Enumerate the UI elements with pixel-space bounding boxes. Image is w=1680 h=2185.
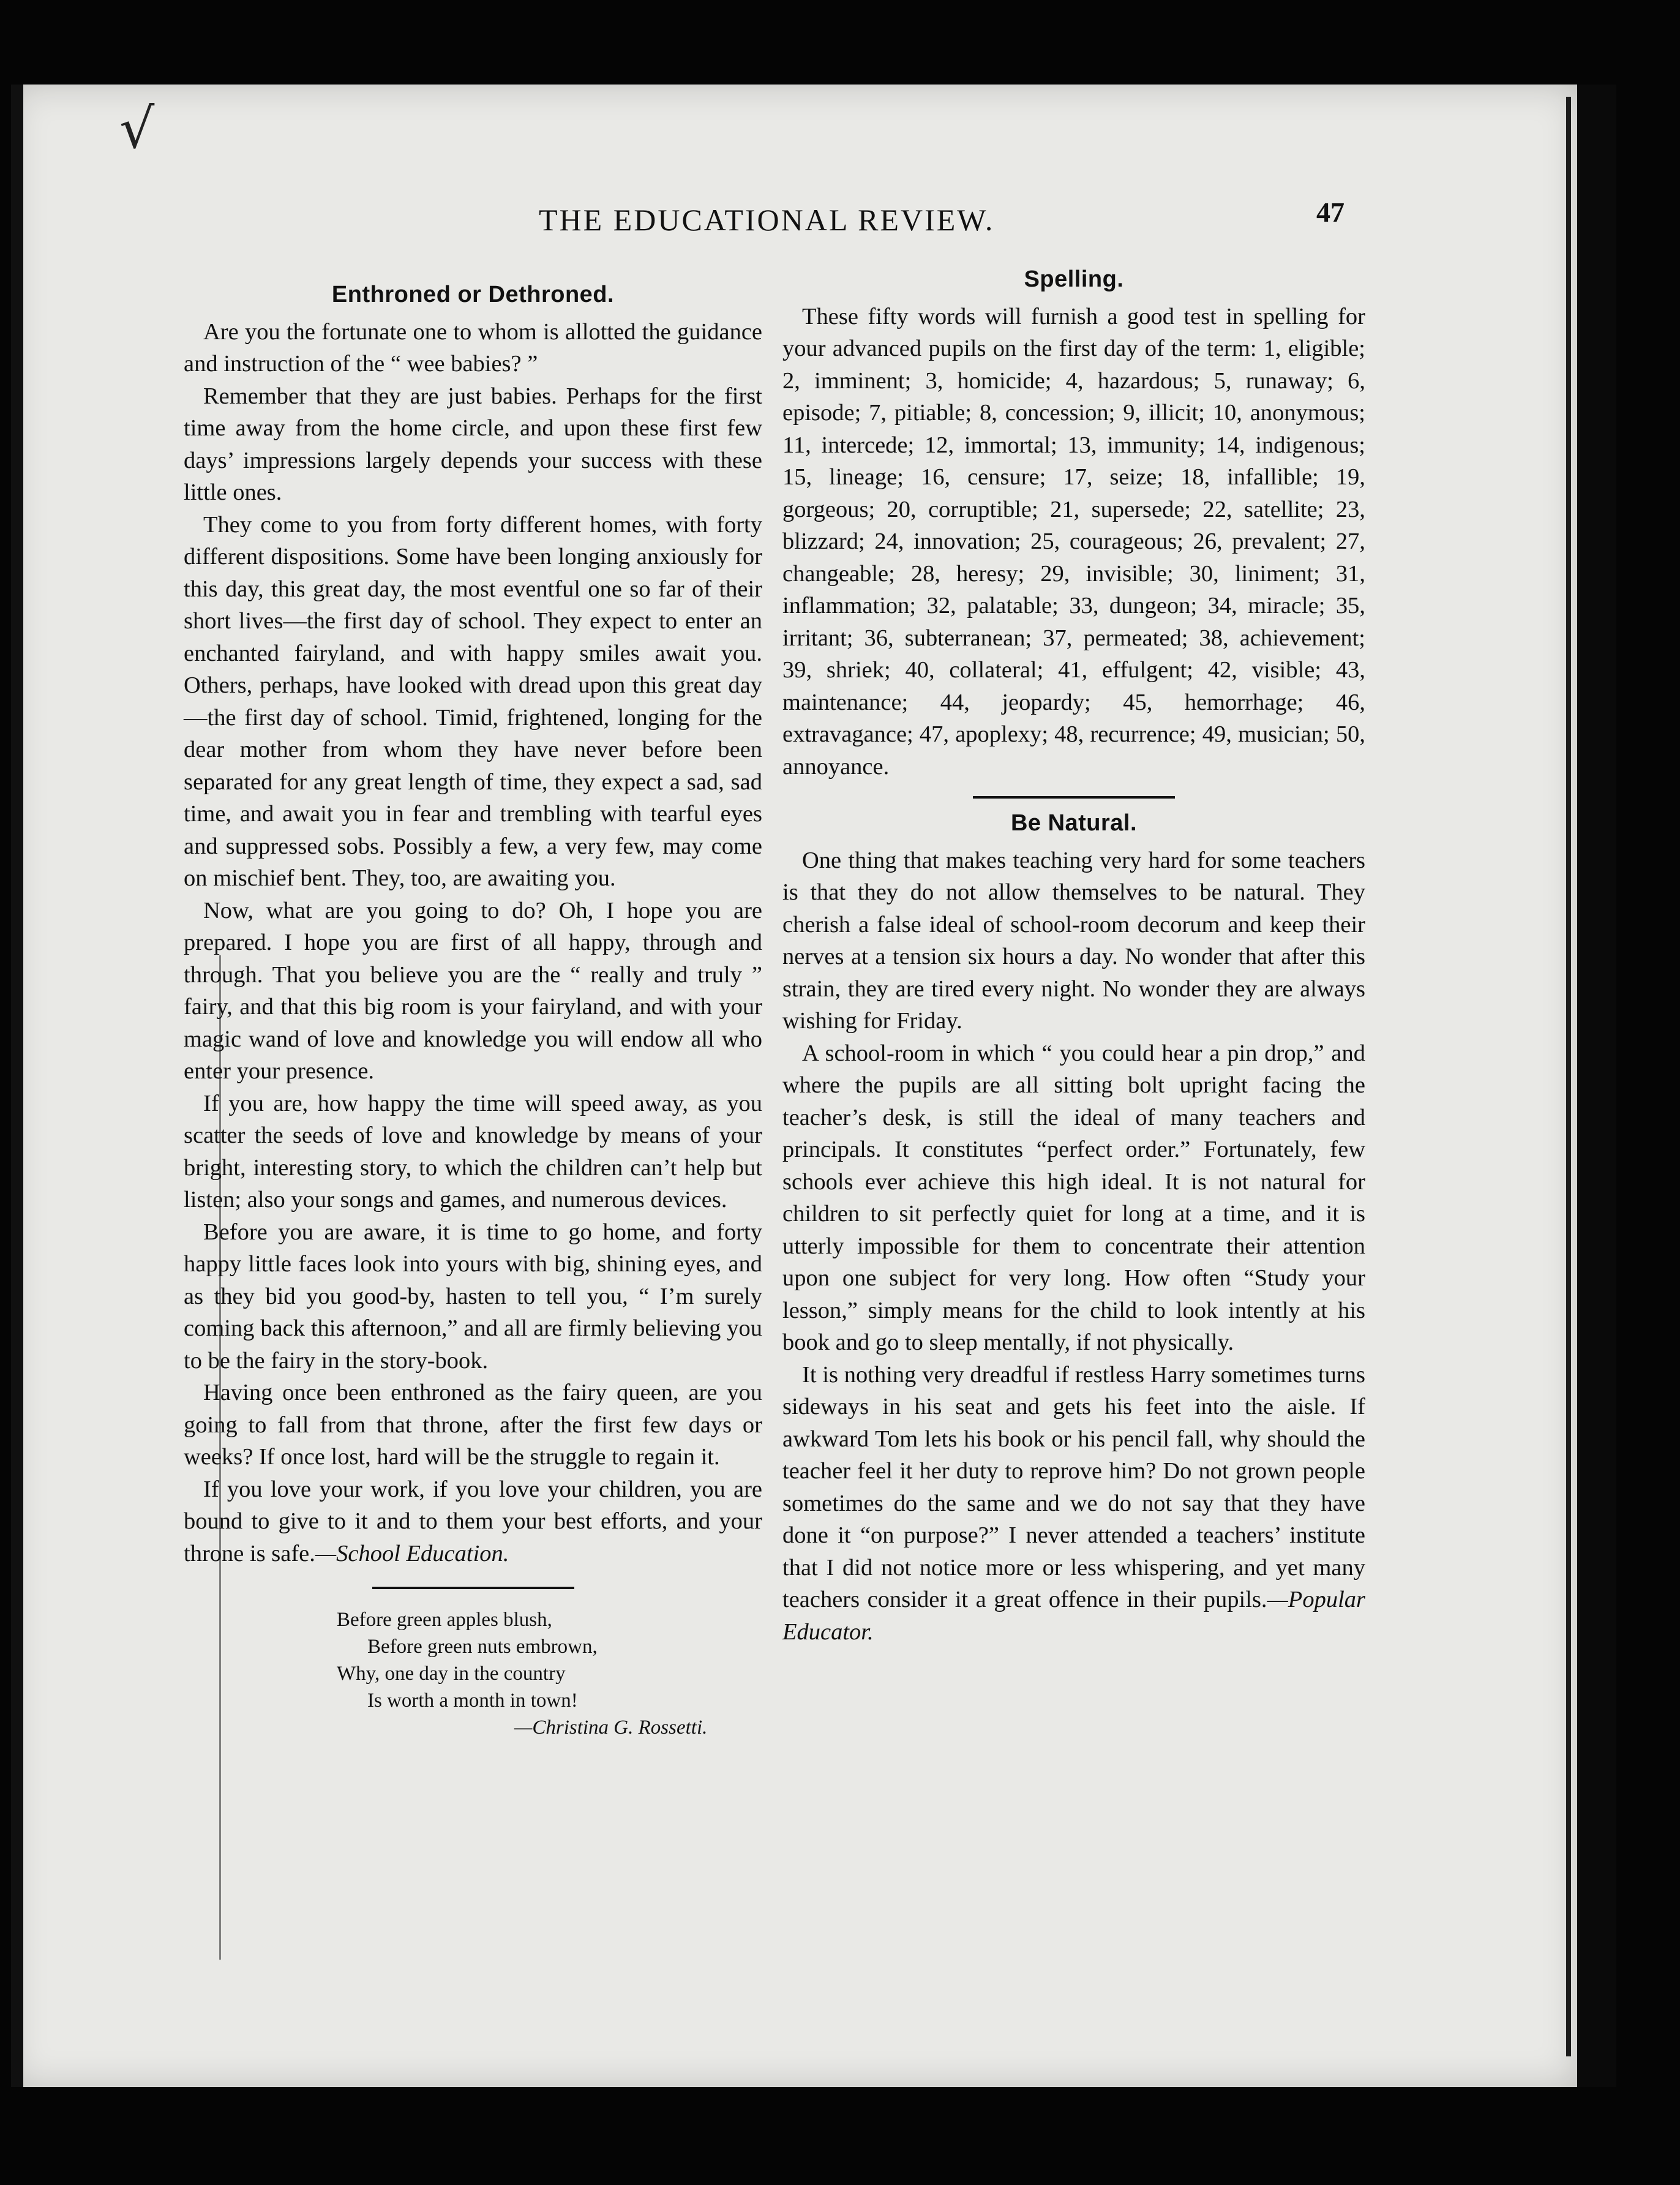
page-crease bbox=[1566, 97, 1571, 2056]
source-credit: —School Education. bbox=[315, 1540, 509, 1566]
paragraph: One thing that makes teaching very hard for some teachers is that they do not allow themselves to be natural. They cherish a false ideal of school-room decorum and keep their nerves at a tension six hours a day. No wonder that after this strain, they are tired every night. No wonder they are always wishing for Friday. bbox=[782, 847, 1365, 1034]
paragraph: These fifty words will furnish a good test in spelling for your advanced pupils on the first day of the term: 1, eligible; 2, imminent; 3, homicide; 4, hazardous; 5, runaway; 6, episode; 7, pitiable; 8, concession; 9, illicit; 10, anonymous; 11, intercede; 12, immortal; 13, immunity; 14, indigenous; 15, lineage; 16, censure; 17, seize; 18, infallible; 19, gorgeous; 20, corruptible; 21, supersede; 22, satellite; 23, blizzard; 24, innovation; 25, courageous; 26, prevalent; 27, changeable; 28, heresy; 29, invisible; 30, liniment; 31, inflammation; 32, palatable; 33, dungeon; 34, miracle; 35, irritant; 36, subterranean; 37, permeated; 38, achievement; 39, shriek; 40, collateral; 41, effulgent; 42, visible; 43, maintenance; 44, jeopardy; 45, hemorrhage; 46, extravagance; 47, apoplexy; 48, recurrence; 49, musician; 50, annoyance. bbox=[782, 303, 1365, 780]
paragraph: Before you are aware, it is time to go home, and forty happy little faces look into yours with big, shining eyes, and as they bid you good-by, hasten to tell you, “ I’m surely coming back this afternoon,” and all are firmly believing you to be the fairy in the story-book. bbox=[184, 1219, 762, 1374]
poem-attribution: —Christina G. Rossetti. bbox=[514, 1717, 708, 1739]
paragraph-with-credit bbox=[782, 1359, 1365, 1649]
paragraph-text: If you love your work, if you love your children, you are bound to give to it and to them your best efforts, and your throne is safe. bbox=[184, 1476, 762, 1566]
paragraph-with-credit bbox=[184, 1473, 762, 1570]
paragraph: Are you the fortunate one to whom is allotted the guidance and instruction of the “ wee babies? ” bbox=[184, 318, 762, 377]
page-number: 47 bbox=[1316, 197, 1344, 228]
poem-line: Before green nuts embrown, bbox=[367, 1636, 598, 1658]
page-left-edge bbox=[11, 85, 23, 2087]
poem-line: Is worth a month in town! bbox=[367, 1690, 578, 1712]
source-credit: —Popular Educator. bbox=[782, 1587, 1365, 1645]
paragraph: A school-room in which “ you could hear a pin drop,” and where the pupils are all sitting bolt upright facing the teacher’s desk, is still the ideal of many teachers and principals. It constitutes “perfect order.” Fortunately, few schools ever achieve this high ideal. It is not natural for children to sit perfectly quiet for long at a time, and it is utterly impossible for them to concentrate their attention upon one subject for very long. How often “Study your lesson,” simply means for the child to look intently at his book and go to sleep mentally, if not physically. bbox=[782, 1040, 1365, 1355]
left-column bbox=[184, 279, 762, 1741]
paragraph: If you are, how happy the time will speed away, as you scatter the seeds of love and knowledge by means of your bright, interesting story, to which the children can’t help but listen; also your songs and games, and numerous devices. bbox=[184, 1090, 762, 1213]
running-header: THE EDUCATIONAL REVIEW. bbox=[539, 203, 995, 237]
paragraph-text: It is nothing very dreadful if restless Harry sometimes turns sideways in his seat and gets his feet into the aisle. If awkward Tom lets his book or his pencil fall, why should the teacher feel it her duty to reprove him? Do not grown people sometimes do the same and we do not say that they have done it “on purpose?” I never attended a teachers’ institute that I did not notice more or less whispering, and yet many teachers consider it a great offence in their pupils. bbox=[782, 1361, 1365, 1612]
poem-line: Before green apples blush, bbox=[337, 1609, 552, 1631]
book-spine bbox=[1577, 85, 1616, 2087]
section-divider bbox=[973, 796, 1175, 799]
paragraph: Remember that they are just babies. Perhaps for the first time away from the home circle, and upon these first few days’ impressions largely depends your success with these little ones. bbox=[184, 383, 762, 505]
article-heading: Enthroned or Dethroned. bbox=[331, 282, 615, 307]
article-heading: Be Natural. bbox=[1010, 810, 1138, 836]
article-heading: Spelling. bbox=[1024, 266, 1124, 292]
pencil-mark: √ bbox=[119, 97, 155, 161]
poem-line: Why, one day in the country bbox=[337, 1663, 566, 1685]
section-divider bbox=[372, 1587, 574, 1589]
poem bbox=[337, 1606, 765, 1741]
paragraph: Now, what are you going to do? Oh, I hope you are prepared. I hope you are first of all happy, through and through. That you believe you are the “ really and truly ” fairy, and that this big room is your fairyland, and with your magic wand of love and knowledge you will endow all who enter your presence. bbox=[184, 897, 762, 1084]
paragraph: They come to you from forty different homes, with forty different dispositions. Some have been longing anxiously for this day, this great day, the most eventful one so far of their short lives—the first day of school. They expect to enter an enchanted fairyland, and with happy smiles await you. Others, perhaps, have looked with dread upon this great day—the first day of school. Timid, frightened, longing for the dear mother from whom they have never before been separated for any great length of time, they expect a sad, sad time, and await you in fear and trembling with tearful eyes and suppressed sobs. Possibly a few, a very few, may come on mischief bent. They, too, are awaiting you. bbox=[184, 511, 762, 891]
paragraph: Having once been enthroned as the fairy queen, are you going to fall from that throne, after the first few days or weeks? If once lost, hard will be the struggle to regain it. bbox=[184, 1380, 762, 1470]
right-column bbox=[782, 263, 1365, 1648]
